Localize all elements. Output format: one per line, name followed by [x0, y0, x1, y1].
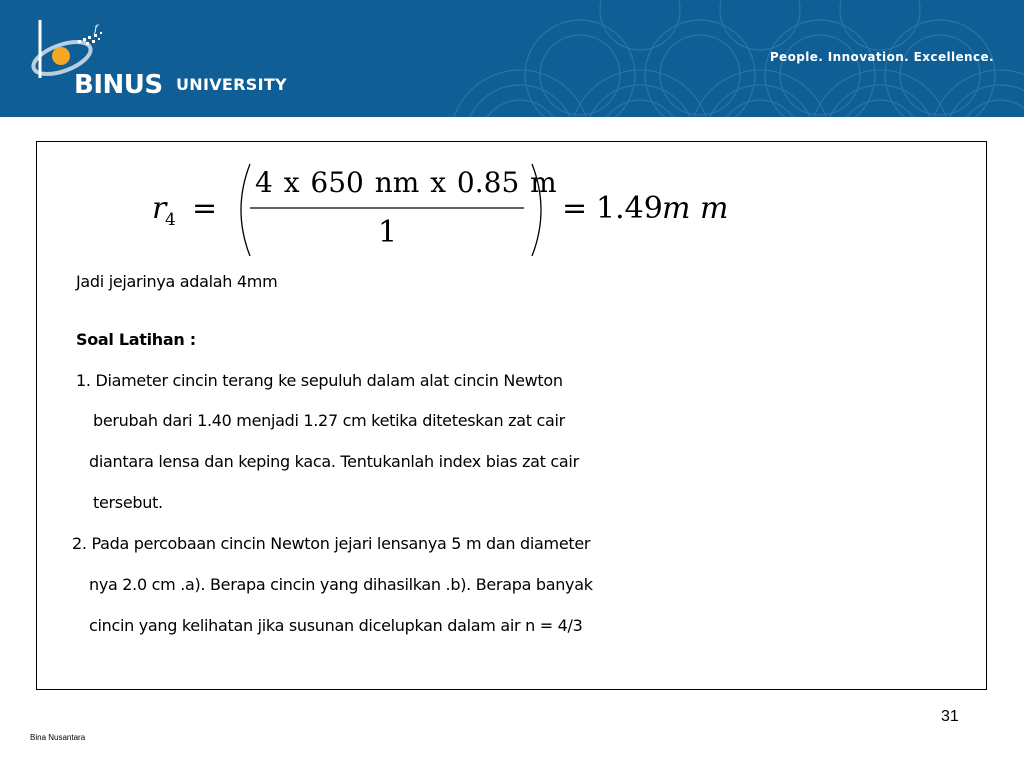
- tagline: People. Innovation. Excellence.: [769, 50, 994, 64]
- logo-brand-text: BINUS: [74, 70, 163, 100]
- equals-sign-1: =: [192, 191, 218, 226]
- lhs-variable: r: [152, 191, 167, 226]
- exercise-title: Soal Latihan :: [76, 330, 196, 349]
- conclusion-text: Jadi jejarinya adalah 4mm: [76, 272, 278, 291]
- exercise-line-4: tersebut.: [93, 493, 163, 512]
- lhs-subscript: 4: [165, 210, 176, 230]
- footer-org: Bina Nusantara: [30, 733, 86, 742]
- equation: [150, 160, 770, 260]
- exercise-line-5: 2. Pada percobaan cincin Newton jejari lensanya 5 m dan diameter: [72, 534, 591, 553]
- result-value: 1.49: [596, 191, 663, 226]
- exercise-line-6: nya 2.0 cm .a). Berapa cincin yang dihasilkan .b). Berapa banyak: [89, 575, 593, 594]
- numerator: 4 x 650 nm x 0.85 m: [255, 166, 557, 199]
- svg-text:f: f: [94, 24, 98, 35]
- denominator: 1: [378, 215, 398, 250]
- equals-sign-2: =: [562, 191, 588, 226]
- exercise-line-1: 1. Diameter cincin terang ke sepuluh dalam alat cincin Newton: [76, 371, 563, 390]
- page-number: 31: [941, 708, 959, 725]
- exercise-line-2: berubah dari 1.40 menjadi 1.27 cm ketika diteteskan zat cair: [93, 411, 565, 430]
- result-unit: m m: [662, 191, 729, 226]
- exercise-line-3: diantara lensa dan keping kaca. Tentukanlah index bias zat cair: [89, 452, 579, 471]
- exercise-line-7: cincin yang kelihatan jika susunan dicelupkan dalam air n = 4/3: [89, 616, 583, 635]
- header-banner: [0, 0, 1024, 117]
- logo-university-text: UNIVERSITY: [176, 75, 287, 94]
- binus-logo: [28, 18, 308, 108]
